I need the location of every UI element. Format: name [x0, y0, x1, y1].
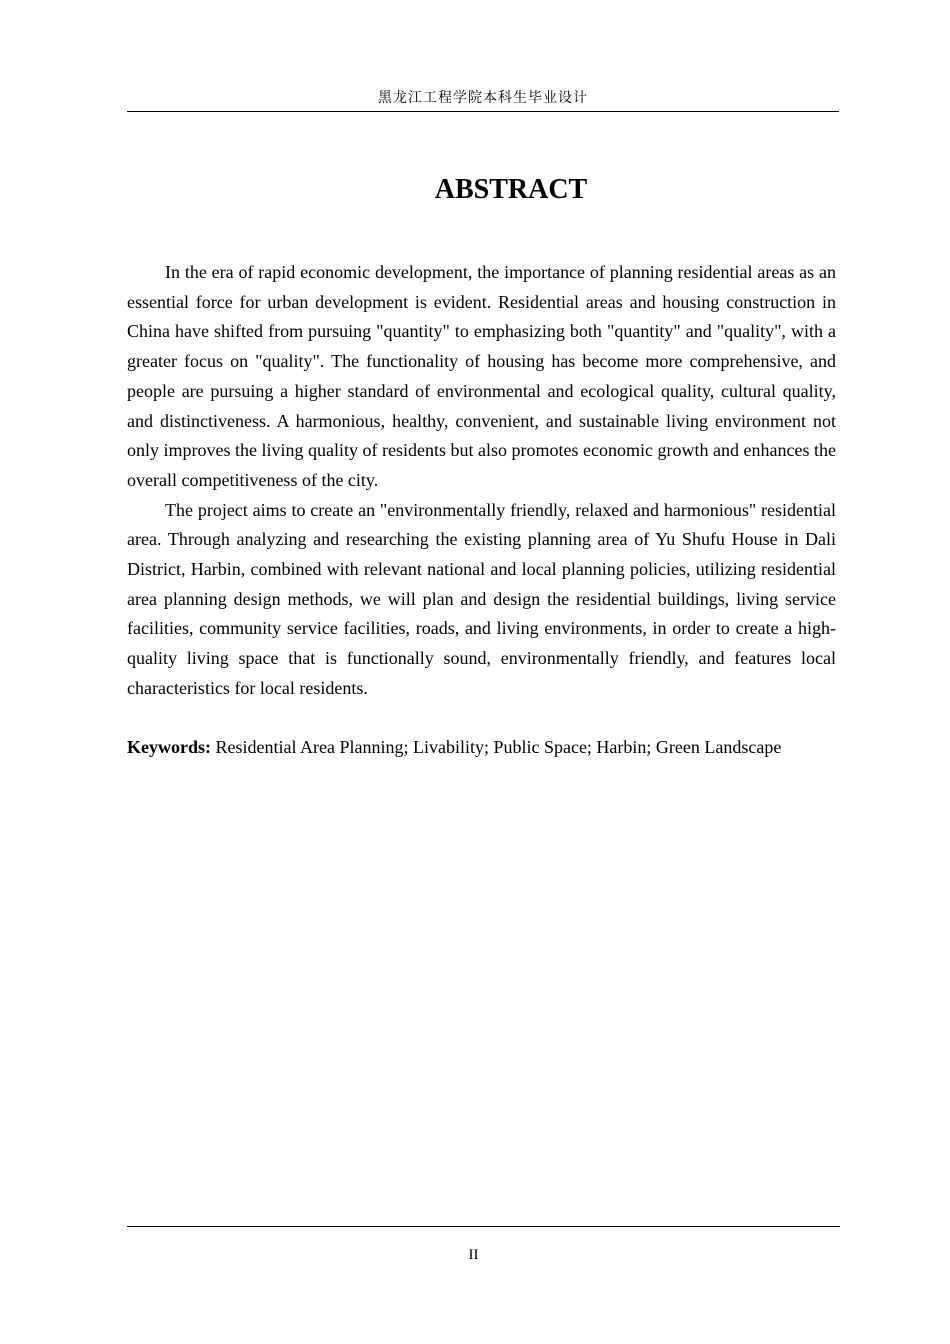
abstract-title: ABSTRACT	[434, 174, 588, 205]
footer-divider	[127, 1226, 840, 1227]
keywords-line	[127, 733, 887, 763]
abstract-body	[127, 258, 836, 704]
keywords-label: Keywords:	[127, 737, 211, 757]
abstract-paragraph-2: The project aims to create an "environmentally friendly, relaxed and harmonious" residential area. Through analyzing and researching the existing planning area of Yu Shufu House in Dali District, Harbin, combined with relevant national and local planning policies, utilizing residential area planning design methods, we will plan and design the residential buildings, living service facilities, community service facilities, roads, and living environments, in order to create a high-quality living space that is functionally sound, environmentally friendly, and features local characteristics for local residents.	[127, 499, 836, 698]
header-divider	[127, 111, 839, 112]
running-header: 黑龙江工程学院本科生毕业设计	[378, 90, 588, 106]
keywords-text: Residential Area Planning; Livability; Public Space; Harbin; Green Landscape	[215, 737, 782, 757]
page-number: II	[468, 1247, 479, 1263]
abstract-paragraph-1: In the era of rapid economic development, the importance of planning residential areas as an essential force for urban development is evident. Residential areas and housing construction in China have shifted from pursuing "quantity" to emphasizing both "quantity" and "quality", with a greater focus on "quality". The functionality of housing has become more comprehensive, and people are pursuing a higher standard of environmental and ecological quality, cultural quality, and distinctiveness. A harmonious, healthy, convenient, and sustainable living environment not only improves the living quality of residents but also promotes economic growth and enhances the overall competitiveness of the city.	[127, 262, 836, 490]
